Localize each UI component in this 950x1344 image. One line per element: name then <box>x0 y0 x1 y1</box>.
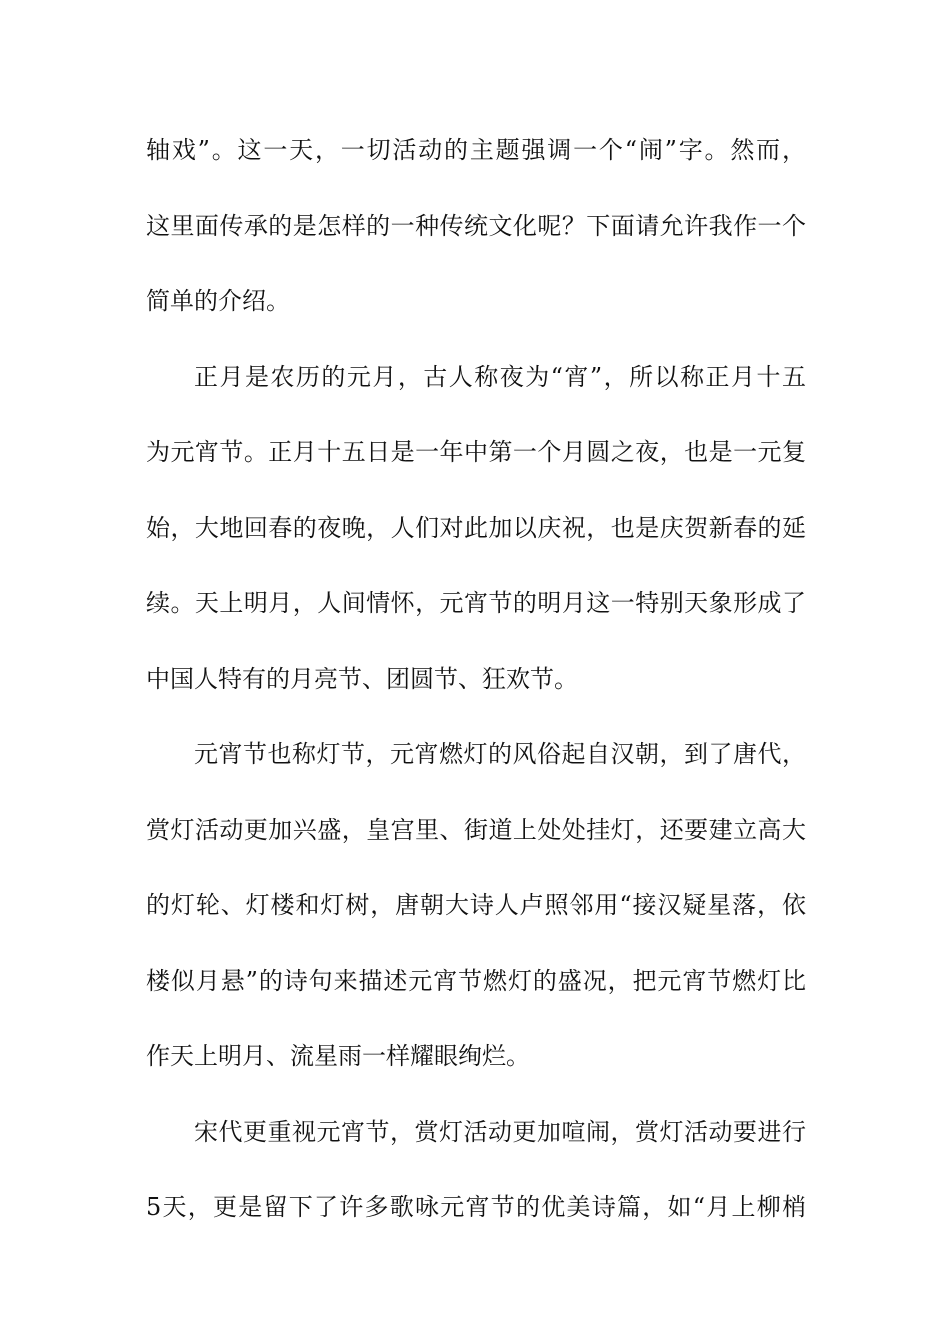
paragraph-first-line: 宋代更重视元宵节，赏灯活动更加喧闹，赏灯活动要进行 <box>194 1118 806 1146</box>
paragraph-line: 赏灯活动更加兴盛，皇宫里、街道上处处挂灯，还要建立高大 <box>146 816 806 844</box>
paragraph-line: 中国人特有的月亮节、团圆节、狂欢节。 <box>146 665 578 693</box>
paragraph-line: 楼似月悬”的诗句来描述元宵节燃灯的盛况，把元宵节燃灯比 <box>146 967 806 995</box>
paragraph-first-line: 正月是农历的元月，古人称夜为“宵”，所以称正月十五 <box>194 363 806 391</box>
paragraph-line: 这里面传承的是怎样的一种传统文化呢？下面请允许我作一个 <box>146 212 806 240</box>
paragraph-line: 的灯轮、灯楼和灯树，唐朝大诗人卢照邻用“接汉疑星落，依 <box>146 891 806 919</box>
paragraph-line: 作天上明月、流星雨一样耀眼绚烂。 <box>146 1042 530 1070</box>
paragraph-line: 续。天上明月，人间情怀，元宵节的明月这一特别天象形成了 <box>146 589 806 617</box>
paragraph-line: 始，大地回春的夜晚，人们对此加以庆祝，也是庆贺新春的延 <box>146 514 806 542</box>
paragraph-line: 轴戏”。这一天，一切活动的主题强调一个“闹”字。然而， <box>146 136 806 164</box>
paragraph-line: 为元宵节。正月十五日是一年中第一个月圆之夜，也是一元复 <box>146 438 806 466</box>
paragraph-first-line: 元宵节也称灯节，元宵燃灯的风俗起自汉朝，到了唐代， <box>194 740 806 768</box>
paragraph-line: 简单的介绍。 <box>146 287 290 315</box>
paragraph-line: 5天，更是留下了许多歌咏元宵节的优美诗篇，如“月上柳梢 <box>146 1193 806 1221</box>
